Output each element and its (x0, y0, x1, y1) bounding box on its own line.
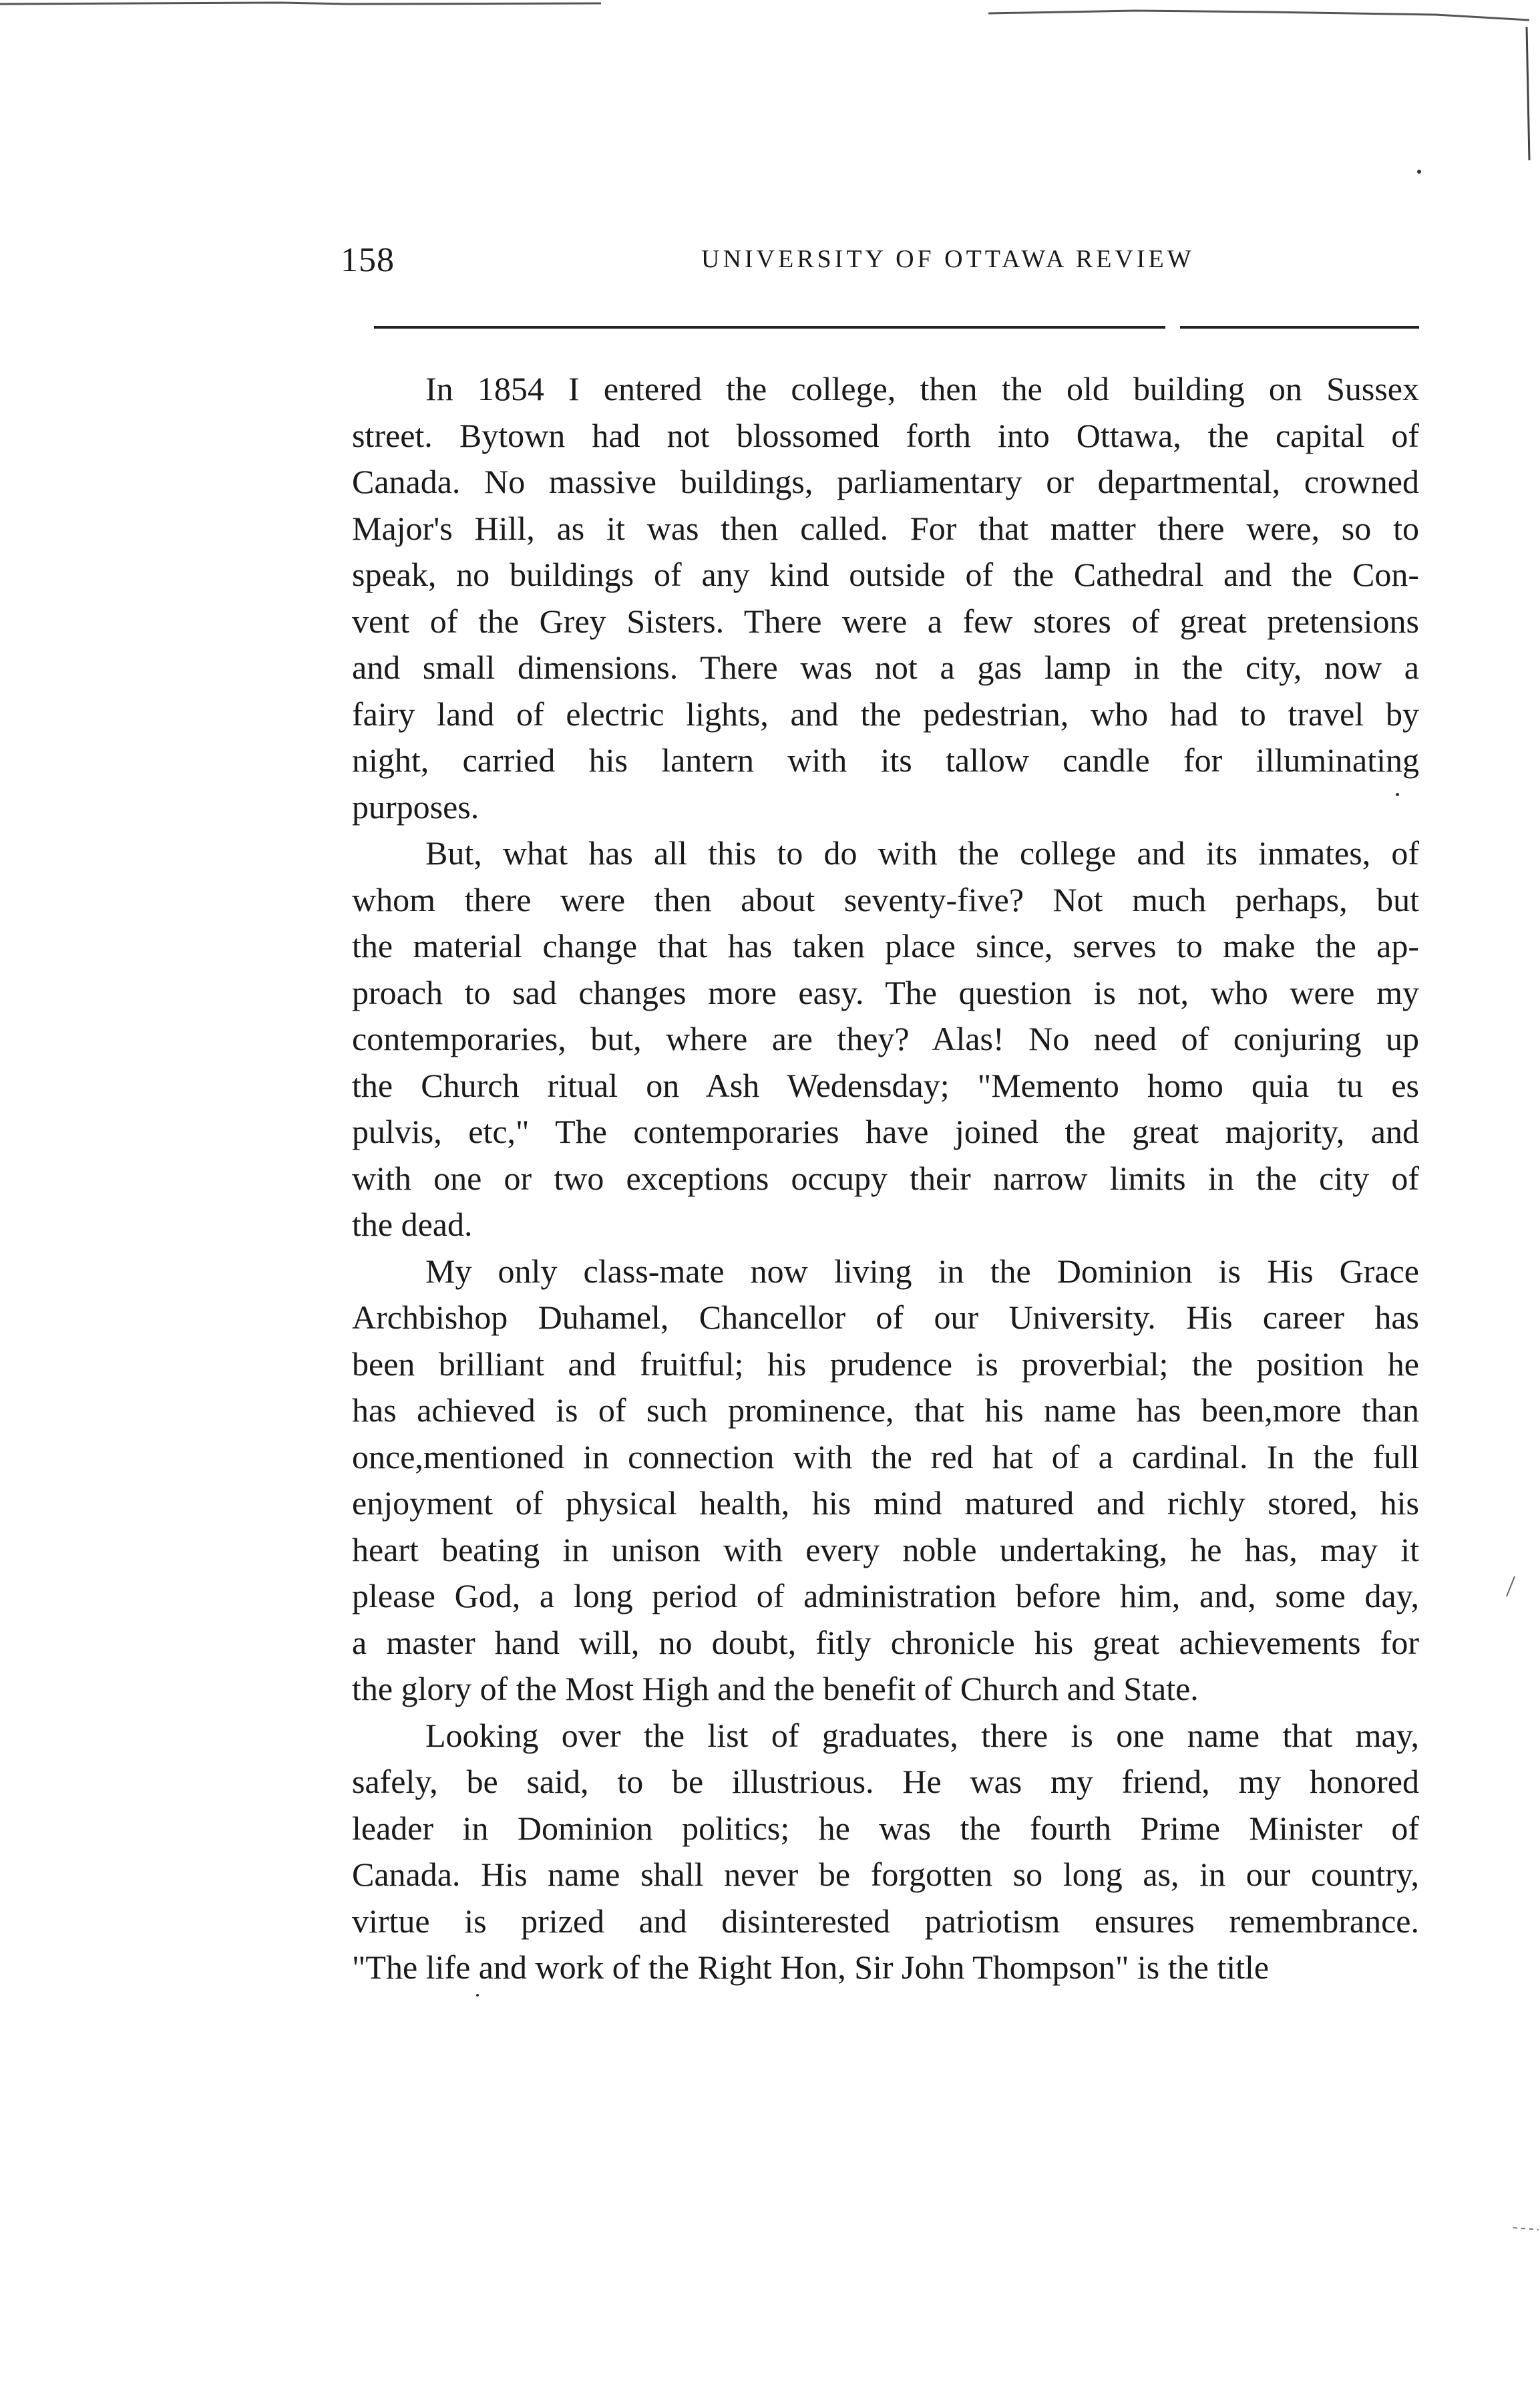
page-header (341, 240, 1422, 294)
text-line: heart beating in unison with every noble undertaking, he has, may it (352, 1530, 1419, 1568)
text-line: the Church ritual on Ash Wedensday; "Memento homo quia tu es (352, 1066, 1419, 1104)
paragraph (352, 830, 1419, 1248)
text-line: and small dimensions. There was not a gas lamp in the city, now a (352, 649, 1419, 686)
text-line: Canada. His name shall never be forgotten so long as, in our country, (352, 1856, 1419, 1893)
text-line: with one or two exceptions occupy their narrow limits in the city of (352, 1159, 1419, 1197)
header-rule (374, 326, 1419, 329)
paragraph (352, 1248, 1419, 1713)
text-line: enjoyment of physical health, his mind matured and richly stored, his (352, 1484, 1419, 1522)
text-line: please God, a long period of administration before him, and, some day, (352, 1577, 1419, 1614)
text-line: leader in Dominion politics; he was the fourth Prime Minister of (352, 1809, 1419, 1847)
scan-edge-marks (1500, 0, 1540, 2402)
paragraph (352, 366, 1419, 830)
text-line: "The life and work of the Right Hon, Sir John Thompson" is the title (352, 1948, 1270, 1986)
scan-edge-rule (0, 0, 1540, 40)
text-line: In 1854 I entered the college, then the old building on Sussex (425, 370, 1419, 407)
text-line: street. Bytown had not blossomed forth into Ottawa, the capital of (352, 416, 1419, 454)
text-line: vent of the Grey Sisters. There were a few stores of great pretensions (352, 602, 1419, 640)
text-line: But, what has all this to do with the college and its inmates, of (425, 834, 1419, 872)
text-line: a master hand will, no doubt, fitly chronicle his great achievements for (352, 1623, 1419, 1661)
text-line: has achieved is of such prominence, that his name has been,more than (352, 1391, 1419, 1429)
text-line: the dead. (352, 1206, 473, 1243)
text-line: fairy land of electric lights, and the pedestrian, who had to travel by (352, 695, 1419, 733)
text-line: the material change that has taken place since, serves to make the ap- (352, 927, 1419, 965)
text-line: night, carried his lantern with its tallow candle for illuminating (352, 741, 1419, 779)
header-rule-gap (1165, 323, 1180, 331)
text-line: My only class-mate now living in the Dominion is His Grace (425, 1252, 1419, 1290)
paragraph (352, 1713, 1419, 1991)
text-line: the glory of the Most High and the benefit of Church and State. (352, 1670, 1199, 1707)
text-line: purposes. (352, 788, 479, 826)
text-line: Canada. No massive buildings, parliamentary or departmental, crowned (352, 463, 1419, 500)
page-number: 158 (341, 241, 395, 279)
running-head: UNIVERSITY OF OTTAWA REVIEW (701, 245, 1195, 273)
text-line: speak, no buildings of any kind outside of the Cathedral and the Con- (352, 556, 1419, 593)
scan-speck (476, 1994, 479, 1997)
text-line: whom there were then about seventy-five? Not much perhaps, but (352, 880, 1419, 918)
text-line: Major's Hill, as it was then called. For that matter there were, so to (352, 509, 1419, 547)
text-line: Looking over the list of graduates, there is one name that may, (425, 1716, 1419, 1754)
text-line: virtue is prized and disinterested patriotism ensures remembrance. (352, 1902, 1419, 1940)
article-body (352, 366, 1419, 1991)
text-line: once,mentioned in connection with the red hat of a cardinal. In the full (352, 1437, 1419, 1476)
text-line: proach to sad changes more easy. The question is not, who were my (352, 973, 1419, 1011)
text-line: Archbishop Duhamel, Chancellor of our University. His career has (352, 1299, 1419, 1336)
text-line: contemporaries, but, where are they? Alas! No need of conjuring up (352, 1020, 1419, 1057)
text-line: been brilliant and fruitful; his prudence is proverbial; the position he (352, 1345, 1419, 1383)
scan-speck (1417, 170, 1421, 174)
text-line: pulvis, etc," The contemporaries have joined the great majority, and (352, 1113, 1419, 1150)
text-line: safely, be said, to be illustrious. He was my friend, my honored (352, 1763, 1419, 1800)
